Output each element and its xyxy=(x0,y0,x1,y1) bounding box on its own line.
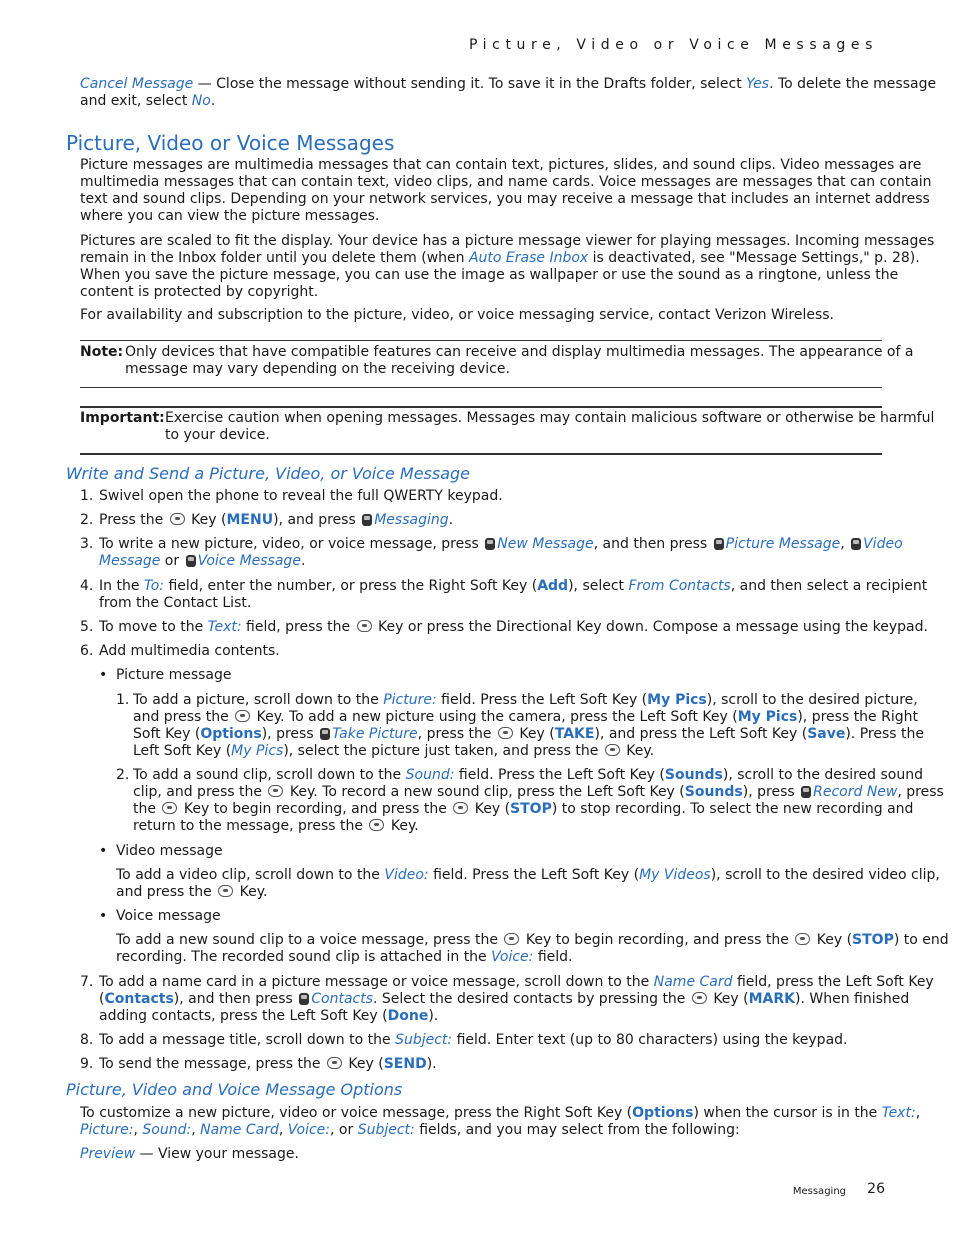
ok-key-icon xyxy=(268,785,283,797)
sub-step-number: 2. xyxy=(116,767,130,783)
video-message-link-cont[interactable]: Message xyxy=(99,553,161,569)
options-key-label: Options xyxy=(200,726,262,742)
note-box xyxy=(80,344,123,361)
important-box xyxy=(80,410,165,427)
note-top-rule xyxy=(80,340,882,341)
ok-key-icon xyxy=(162,802,177,814)
picture-message-link[interactable]: Picture Message xyxy=(725,536,841,552)
take-picture-link[interactable]: Take Picture xyxy=(332,726,418,742)
sound-field-link[interactable]: Sound: xyxy=(142,1122,192,1138)
step-number: 4. xyxy=(80,578,94,594)
intro-paragraph-2: Pictures are scaled to fit the display. Your device has a picture message viewer for playing messages. Incoming messages remain in the Inbox folder until you delete them (when Auto Erase Inbox is deactivated, see "Message Settings," p. 28). When you save the picture message, you can use the image as wallpaper or use the sound as a ringtone, unless the content is protected by copyright. xyxy=(80,233,935,300)
yes-option[interactable]: Yes xyxy=(746,76,770,92)
intro-paragraph-1: Picture messages are multimedia messages that can contain text, pictures, slides, and sound clips. Video messages are multimedia messages that can contain text, video clips, and name cards. Voice messages are messages that can contain text and sound clips. Depending on your network services, you may receive a message that includes an internet address where you can view the picture messages. xyxy=(80,157,932,224)
step-5: To move to the Text: field, press the Key or press the Directional Key down. Compose a message using the keypad. xyxy=(99,619,928,635)
important-bottom-rule xyxy=(80,453,882,455)
name-card-link[interactable]: Name Card xyxy=(653,974,733,990)
step-number: 5. xyxy=(80,619,94,635)
options-heading: Picture, Video and Voice Message Options xyxy=(66,1080,403,1099)
my-pics-key-label: My Pics xyxy=(647,692,707,708)
picture-field-link[interactable]: Picture: xyxy=(383,692,437,708)
ok-key-icon xyxy=(605,744,620,756)
subject-field-link[interactable]: Subject: xyxy=(395,1032,453,1048)
step-number: 7. xyxy=(80,974,94,990)
bullet-picture-message: Picture message xyxy=(116,667,232,683)
write-send-heading: Write and Send a Picture, Video, or Voice Message xyxy=(66,464,471,483)
sound-field-link[interactable]: Sound: xyxy=(405,767,455,783)
voice-message-link[interactable]: Voice Message xyxy=(197,553,301,569)
messaging-link[interactable]: Messaging xyxy=(374,512,449,528)
name-card-link[interactable]: Name Card xyxy=(200,1122,279,1138)
step-number: 9. xyxy=(80,1056,94,1072)
video-field-link[interactable]: Video: xyxy=(384,867,429,883)
sub-step-number: 1. xyxy=(116,692,130,708)
picture-substep-1: To add a picture, scroll down to the Picture: field. Press the Left Soft Key (My Pics), scroll to the desired picture, and press the Key. To add a new picture using the camera, press the Left Soft Key (My Pics), press the Right Soft Key (Options), press Take Picture, press the Key (TAKE), and press the Left Soft Key (Save). Press the Left Soft Key (My Pics), select the picture just taken, and press the Key. xyxy=(133,692,924,759)
contacts-key-label: Contacts xyxy=(104,991,174,1007)
my-pics-link[interactable]: My Pics xyxy=(231,743,284,759)
footer-section-label: Messaging xyxy=(792,1186,846,1197)
subject-field-link[interactable]: Subject: xyxy=(357,1122,415,1138)
ok-key-icon xyxy=(218,885,233,897)
ok-key-icon xyxy=(327,1057,342,1069)
soft-key-icon xyxy=(320,728,330,740)
step-3: To write a new picture, video, or voice message, press New Message, and then press Picture Message, Video Message or Voice Message. xyxy=(99,536,903,569)
text-field-link[interactable]: Text: xyxy=(881,1105,916,1121)
ok-key-icon xyxy=(692,992,707,1004)
ok-key-icon xyxy=(504,933,519,945)
step-number: 1. xyxy=(80,488,94,504)
bullet: • xyxy=(99,843,108,859)
to-field-link[interactable]: To: xyxy=(143,578,164,594)
send-key-label: SEND xyxy=(383,1056,427,1072)
voice-field-link[interactable]: Voice: xyxy=(287,1122,331,1138)
step-number: 2. xyxy=(80,512,94,528)
from-contacts-link[interactable]: From Contacts xyxy=(628,578,731,594)
ok-key-icon xyxy=(235,710,250,722)
cancel-message-entry: Cancel Message — Close the message without sending it. To save it in the Drafts folder, select Yes. To delete the message and exit, select No. xyxy=(80,76,937,109)
save-key-label: Save xyxy=(807,726,846,742)
soft-key-icon xyxy=(801,786,811,798)
ok-key-icon xyxy=(170,513,185,525)
video-message-link[interactable]: Video xyxy=(863,536,903,552)
my-videos-link[interactable]: My Videos xyxy=(639,867,711,883)
soft-key-icon xyxy=(714,538,724,550)
picture-field-link[interactable]: Picture: xyxy=(80,1122,134,1138)
text-field-link[interactable]: Text: xyxy=(207,619,242,635)
preview-link[interactable]: Preview xyxy=(80,1146,136,1162)
note-text: Only devices that have compatible features can receive and display multimedia messages. The appearance of a message may vary depending on the receiving device. xyxy=(125,344,914,377)
bullet-video-message: Video message xyxy=(116,843,223,859)
voice-message-text: To add a new sound clip to a voice message, press the Key to begin recording, and press the Key (STOP) to end recording. The recorded sound clip is attached in the Voice: field. xyxy=(116,932,949,965)
ok-key-icon xyxy=(369,819,384,831)
menu-key-label: MENU xyxy=(226,512,274,528)
note-label: Note: xyxy=(80,344,124,360)
options-key-label: Options xyxy=(632,1105,694,1121)
soft-key-icon xyxy=(851,538,861,550)
no-option[interactable]: No xyxy=(191,93,211,109)
step-7: To add a name card in a picture message or voice message, scroll down to the Name Card field, press the Left Soft Key (Contacts), and then press Contacts. Select the desired contacts by pressing the Key (MARK). When finished adding contacts, press the Left Soft Key (Done). xyxy=(99,974,934,1024)
options-intro: To customize a new picture, video or voice message, press the Right Soft Key (Options) when the cursor is in the Text:, Picture:, Sound:, Name Card, Voice:, or Subject: fields, and you may select from the following: xyxy=(80,1105,921,1138)
section-title: Picture, Video or Voice Messages xyxy=(66,131,395,155)
note-bottom-rule xyxy=(80,387,882,388)
important-text: Exercise caution when opening messages. Messages may contain malicious software or otherwise be harmful to your device. xyxy=(165,410,935,443)
done-key-label: Done xyxy=(387,1008,429,1024)
ok-key-icon xyxy=(357,620,372,632)
sounds-key-label: Sounds xyxy=(684,784,743,800)
preview-entry: Preview — View your message. xyxy=(80,1146,299,1162)
voice-field-link[interactable]: Voice: xyxy=(491,949,534,965)
take-key-label: TAKE xyxy=(554,726,595,742)
mark-key-label: MARK xyxy=(748,991,796,1007)
soft-key-icon xyxy=(485,538,495,550)
add-key-label: Add xyxy=(537,578,569,594)
soft-key-icon xyxy=(362,514,372,526)
bullet: • xyxy=(99,908,108,924)
video-message-text: To add a video clip, scroll down to the Video: field. Press the Left Soft Key (My Videos), scroll to the desired video clip, and press the Key. xyxy=(116,867,940,900)
step-8: To add a message title, scroll down to the Subject: field. Enter text (up to 80 characters) using the keypad. xyxy=(99,1032,848,1048)
record-new-link[interactable]: Record New xyxy=(813,784,898,800)
cancel-message-link[interactable]: Cancel Message xyxy=(80,76,194,92)
bullet: • xyxy=(99,667,108,683)
step-number: 8. xyxy=(80,1032,94,1048)
stop-key-label: STOP xyxy=(852,932,894,948)
important-top-rule xyxy=(80,406,882,408)
bullet-voice-message: Voice message xyxy=(116,908,221,924)
important-label: Important: xyxy=(80,410,165,426)
step-number: 6. xyxy=(80,643,94,659)
stop-key-label: STOP xyxy=(510,801,552,817)
my-pics-key-label: My Pics xyxy=(737,709,798,725)
page-number: 26 xyxy=(867,1181,885,1197)
sounds-key-label: Sounds xyxy=(664,767,723,783)
soft-key-icon xyxy=(299,993,309,1005)
step-number: 3. xyxy=(80,536,94,552)
soft-key-icon xyxy=(186,555,196,567)
contacts-link[interactable]: Contacts xyxy=(311,991,373,1007)
ok-key-icon xyxy=(498,727,513,739)
intro-paragraph-3: For availability and subscription to the picture, video, or voice messaging service, contact Verizon Wireless. xyxy=(80,307,834,323)
ok-key-icon xyxy=(453,802,468,814)
step-1: Swivel open the phone to reveal the full QWERTY keypad. xyxy=(99,488,503,504)
step-2: Press the Key (MENU), and press Messaging. xyxy=(99,512,454,528)
step-4: In the To: field, enter the number, or press the Right Soft Key (Add), select From Contacts, and then select a recipient from the Contact List. xyxy=(99,578,928,611)
ok-key-icon xyxy=(795,933,810,945)
picture-substep-2: To add a sound clip, scroll down to the Sound: field. Press the Left Soft Key (Sounds), scroll to the desired sound clip, and press the Key. To record a new sound clip, press the Left Soft Key (Sounds), press Record New, press the Key to begin recording, and press the Key (STOP) to stop recording. To select the new recording and return to the message, press the Key. xyxy=(133,767,944,834)
auto-erase-inbox-link[interactable]: Auto Erase Inbox xyxy=(468,250,589,266)
step-9: To send the message, press the Key (SEND). xyxy=(99,1056,437,1072)
step-6: Add multimedia contents. xyxy=(99,643,280,659)
running-header: Picture, Video or Voice Messages xyxy=(468,37,878,53)
new-message-link[interactable]: New Message xyxy=(497,536,594,552)
